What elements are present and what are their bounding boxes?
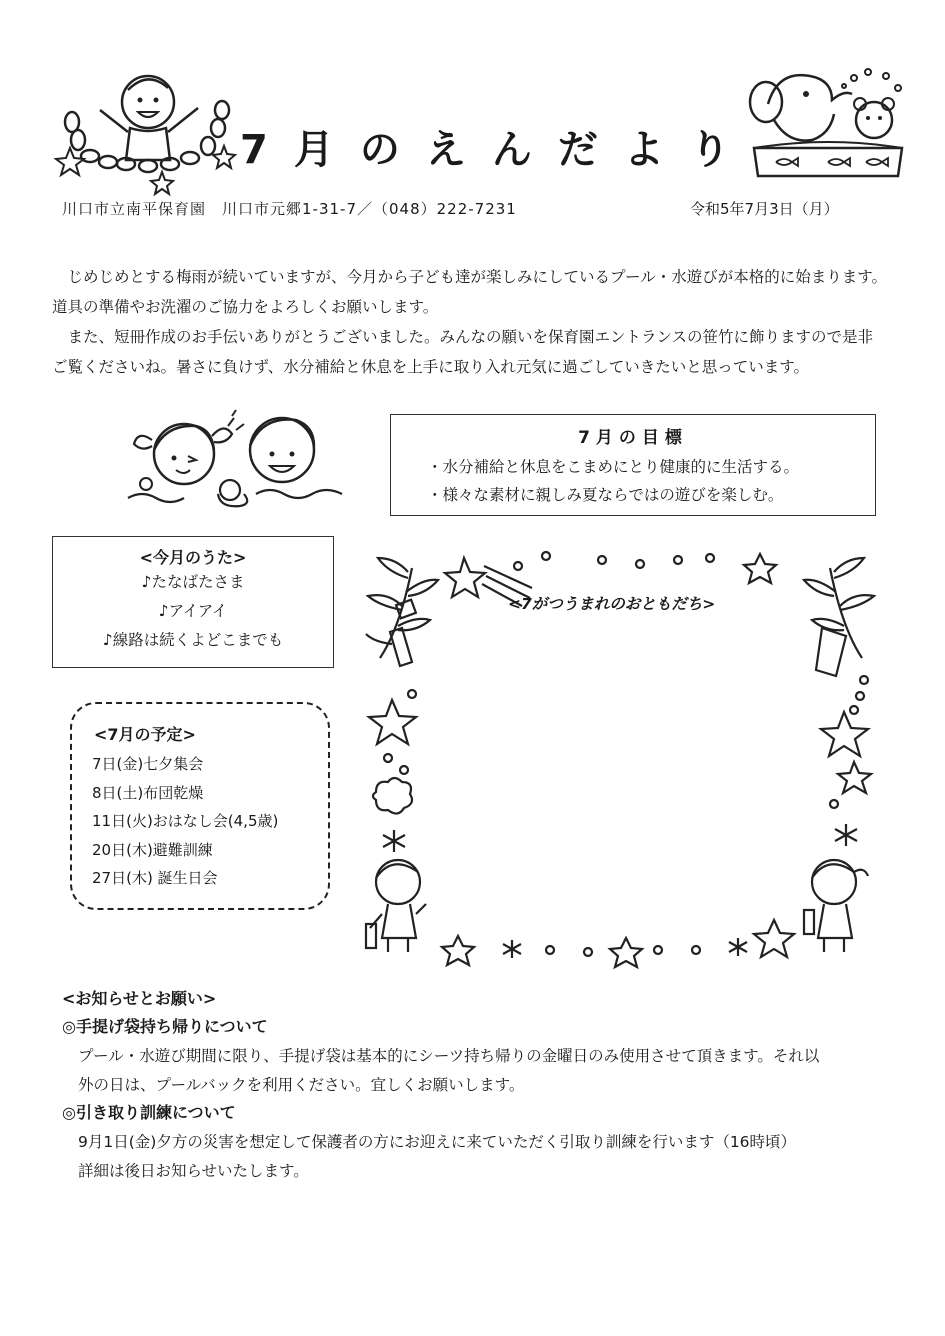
- issue-date: 令和5年7月3日（月）: [690, 200, 839, 218]
- notices-heading: <お知らせとお願い>: [62, 989, 217, 1008]
- goal-item: ・水分補給と休息をこまめにとり健康的に生活する。: [427, 458, 800, 476]
- birthday-title: <7がつうまれのおともだち>: [508, 595, 716, 613]
- schedule-item: 8日(土)布団乾燥: [92, 783, 204, 802]
- page-title: 7月のえんだより: [240, 127, 756, 173]
- notice-line: プール・水遊び期間に限り、手提げ袋は基本的にシーツ持ち帰りの金曜日のみ使用させて頂きます。それ以: [78, 1047, 820, 1065]
- notice-section-1-title: ◎手提げ袋持ち帰りについて: [62, 1017, 268, 1036]
- schedule-item: 20日(木)避難訓練: [92, 840, 213, 859]
- elephant-bath-illustration: [748, 64, 908, 182]
- monthly-goals-box: [390, 414, 876, 516]
- songs-box: [52, 536, 334, 668]
- intro-text: [52, 262, 887, 382]
- goal-item: ・様々な素材に親しみ夏ならではの遊びを楽しむ。: [427, 486, 784, 504]
- kids-swimming-illustration: [126, 410, 348, 512]
- intro-paragraph-2: また、短冊作成のお手伝いありがとうございました。みんなの願いを保育園エントランスの笹竹に飾りますので是非ご覧くださいね。暑さに負けず、水分補給と休息を上手に取り入れ元気に過ごしていきたいと思っています。: [52, 328, 874, 376]
- notice-section-1-body: [78, 1042, 883, 1100]
- notice-line: 詳細は後日お知らせいたします。: [78, 1162, 309, 1180]
- schedule-item: 7日(金)七夕集会: [92, 755, 204, 773]
- song-item: ♪線路は続くよどこまでも: [102, 631, 284, 649]
- notice-section-2-title: ◎引き取り訓練について: [62, 1103, 236, 1122]
- child-paper-chain-illustration: [58, 70, 238, 192]
- song-item: ♪アイアイ: [158, 602, 228, 620]
- schedule-item: 11日(火)おはなし会(4,5歳): [92, 812, 279, 830]
- schedule-box: [70, 702, 330, 910]
- schedule-list: [92, 750, 278, 893]
- schedule-item: 27日(木) 誕生日会: [92, 869, 218, 887]
- notice-section-2-body: [78, 1128, 883, 1186]
- songs-title: <今月のうた>: [139, 548, 247, 567]
- intro-paragraph-1: じめじめとする梅雨が続いていますが、今月から子ども達が楽しみにしているプール・水遊びが本格的に始まります。道具の準備やお洗濯のご協力をよろしくお願いします。: [52, 268, 887, 316]
- goals-list: [427, 453, 799, 509]
- notice-line: 9月1日(金)夕方の災害を想定して保護者の方にお迎えに来ていただく引取り訓練を行います（16時頃）: [78, 1133, 797, 1151]
- notice-line: 外の日は、プールバックを利用ください。宜しくお願いします。: [78, 1076, 525, 1094]
- song-item: ♪たなばたさま: [141, 573, 245, 591]
- goals-title: 7月の目標: [578, 428, 688, 448]
- nursery-info: 川口市立南平保育園 川口市元郷1-31-7／（048）222-7231: [62, 200, 517, 218]
- schedule-title: <7月の予定>: [94, 725, 196, 744]
